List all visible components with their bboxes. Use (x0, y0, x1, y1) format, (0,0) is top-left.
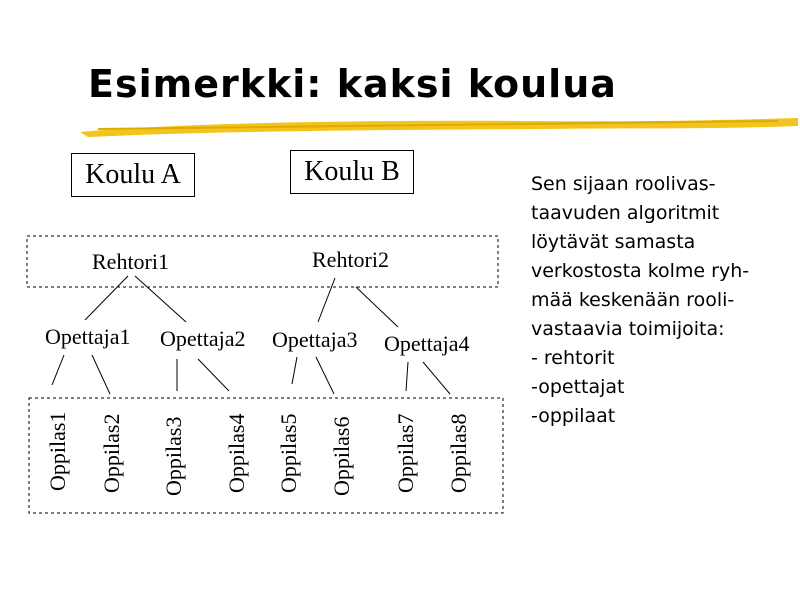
explanation-line: löytävät samasta (531, 231, 696, 253)
explanation-line: taavuden algoritmit (531, 202, 720, 224)
edge-rehtori1-opettaja1 (85, 276, 128, 320)
edge-opettaja1-oppilas2 (92, 355, 110, 394)
edge-rehtori2-opettaja3 (318, 278, 335, 322)
teacher-node-2: Opettaja2 (160, 326, 246, 351)
student-node-4: Oppilas4 (224, 413, 249, 493)
edge-opettaja1-oppilas1 (52, 355, 64, 385)
student-node-2: Oppilas2 (99, 413, 124, 493)
explanation-line: Sen sijaan roolivas- (531, 173, 716, 195)
explanation-line: -oppilaat (531, 405, 616, 427)
edge-opettaja2-oppilas4 (198, 359, 229, 391)
student-node-8: Oppilas8 (446, 413, 471, 493)
school-b-box: Koulu B (290, 150, 414, 194)
student-node-6: Oppilas6 (329, 416, 354, 496)
explanation-text (531, 170, 791, 431)
edge-rehtori2-opettaja4 (356, 287, 398, 327)
school-a-box: Koulu A (71, 153, 195, 197)
explanation-line: vastaavia toimijoita: (531, 318, 725, 340)
slide-title: Esimerkki: kaksi koulua (88, 62, 617, 106)
student-node-7: Oppilas7 (393, 413, 418, 493)
explanation-line: -opettajat (531, 376, 625, 398)
principal-node-1: Rehtori1 (92, 249, 169, 274)
edge-opettaja3-oppilas6 (316, 357, 334, 394)
edge-opettaja3-oppilas5 (292, 357, 297, 384)
edge-opettaja4-oppilas7 (406, 362, 408, 391)
teacher-node-4: Opettaja4 (384, 331, 470, 356)
explanation-line: - rehtorit (531, 347, 615, 369)
student-node-1: Oppilas1 (45, 411, 70, 491)
edge-opettaja4-oppilas8 (423, 362, 450, 394)
student-node-3: Oppilas3 (161, 416, 186, 496)
teacher-node-1: Opettaja1 (45, 324, 131, 349)
explanation-line: mää keskenään rooli- (531, 289, 735, 311)
student-node-5: Oppilas5 (276, 413, 301, 493)
teacher-node-3: Opettaja3 (272, 327, 358, 352)
principal-node-2: Rehtori2 (312, 247, 389, 272)
explanation-line: verkostosta kolme ryh- (531, 260, 750, 282)
edge-rehtori1-opettaja2 (135, 276, 186, 322)
